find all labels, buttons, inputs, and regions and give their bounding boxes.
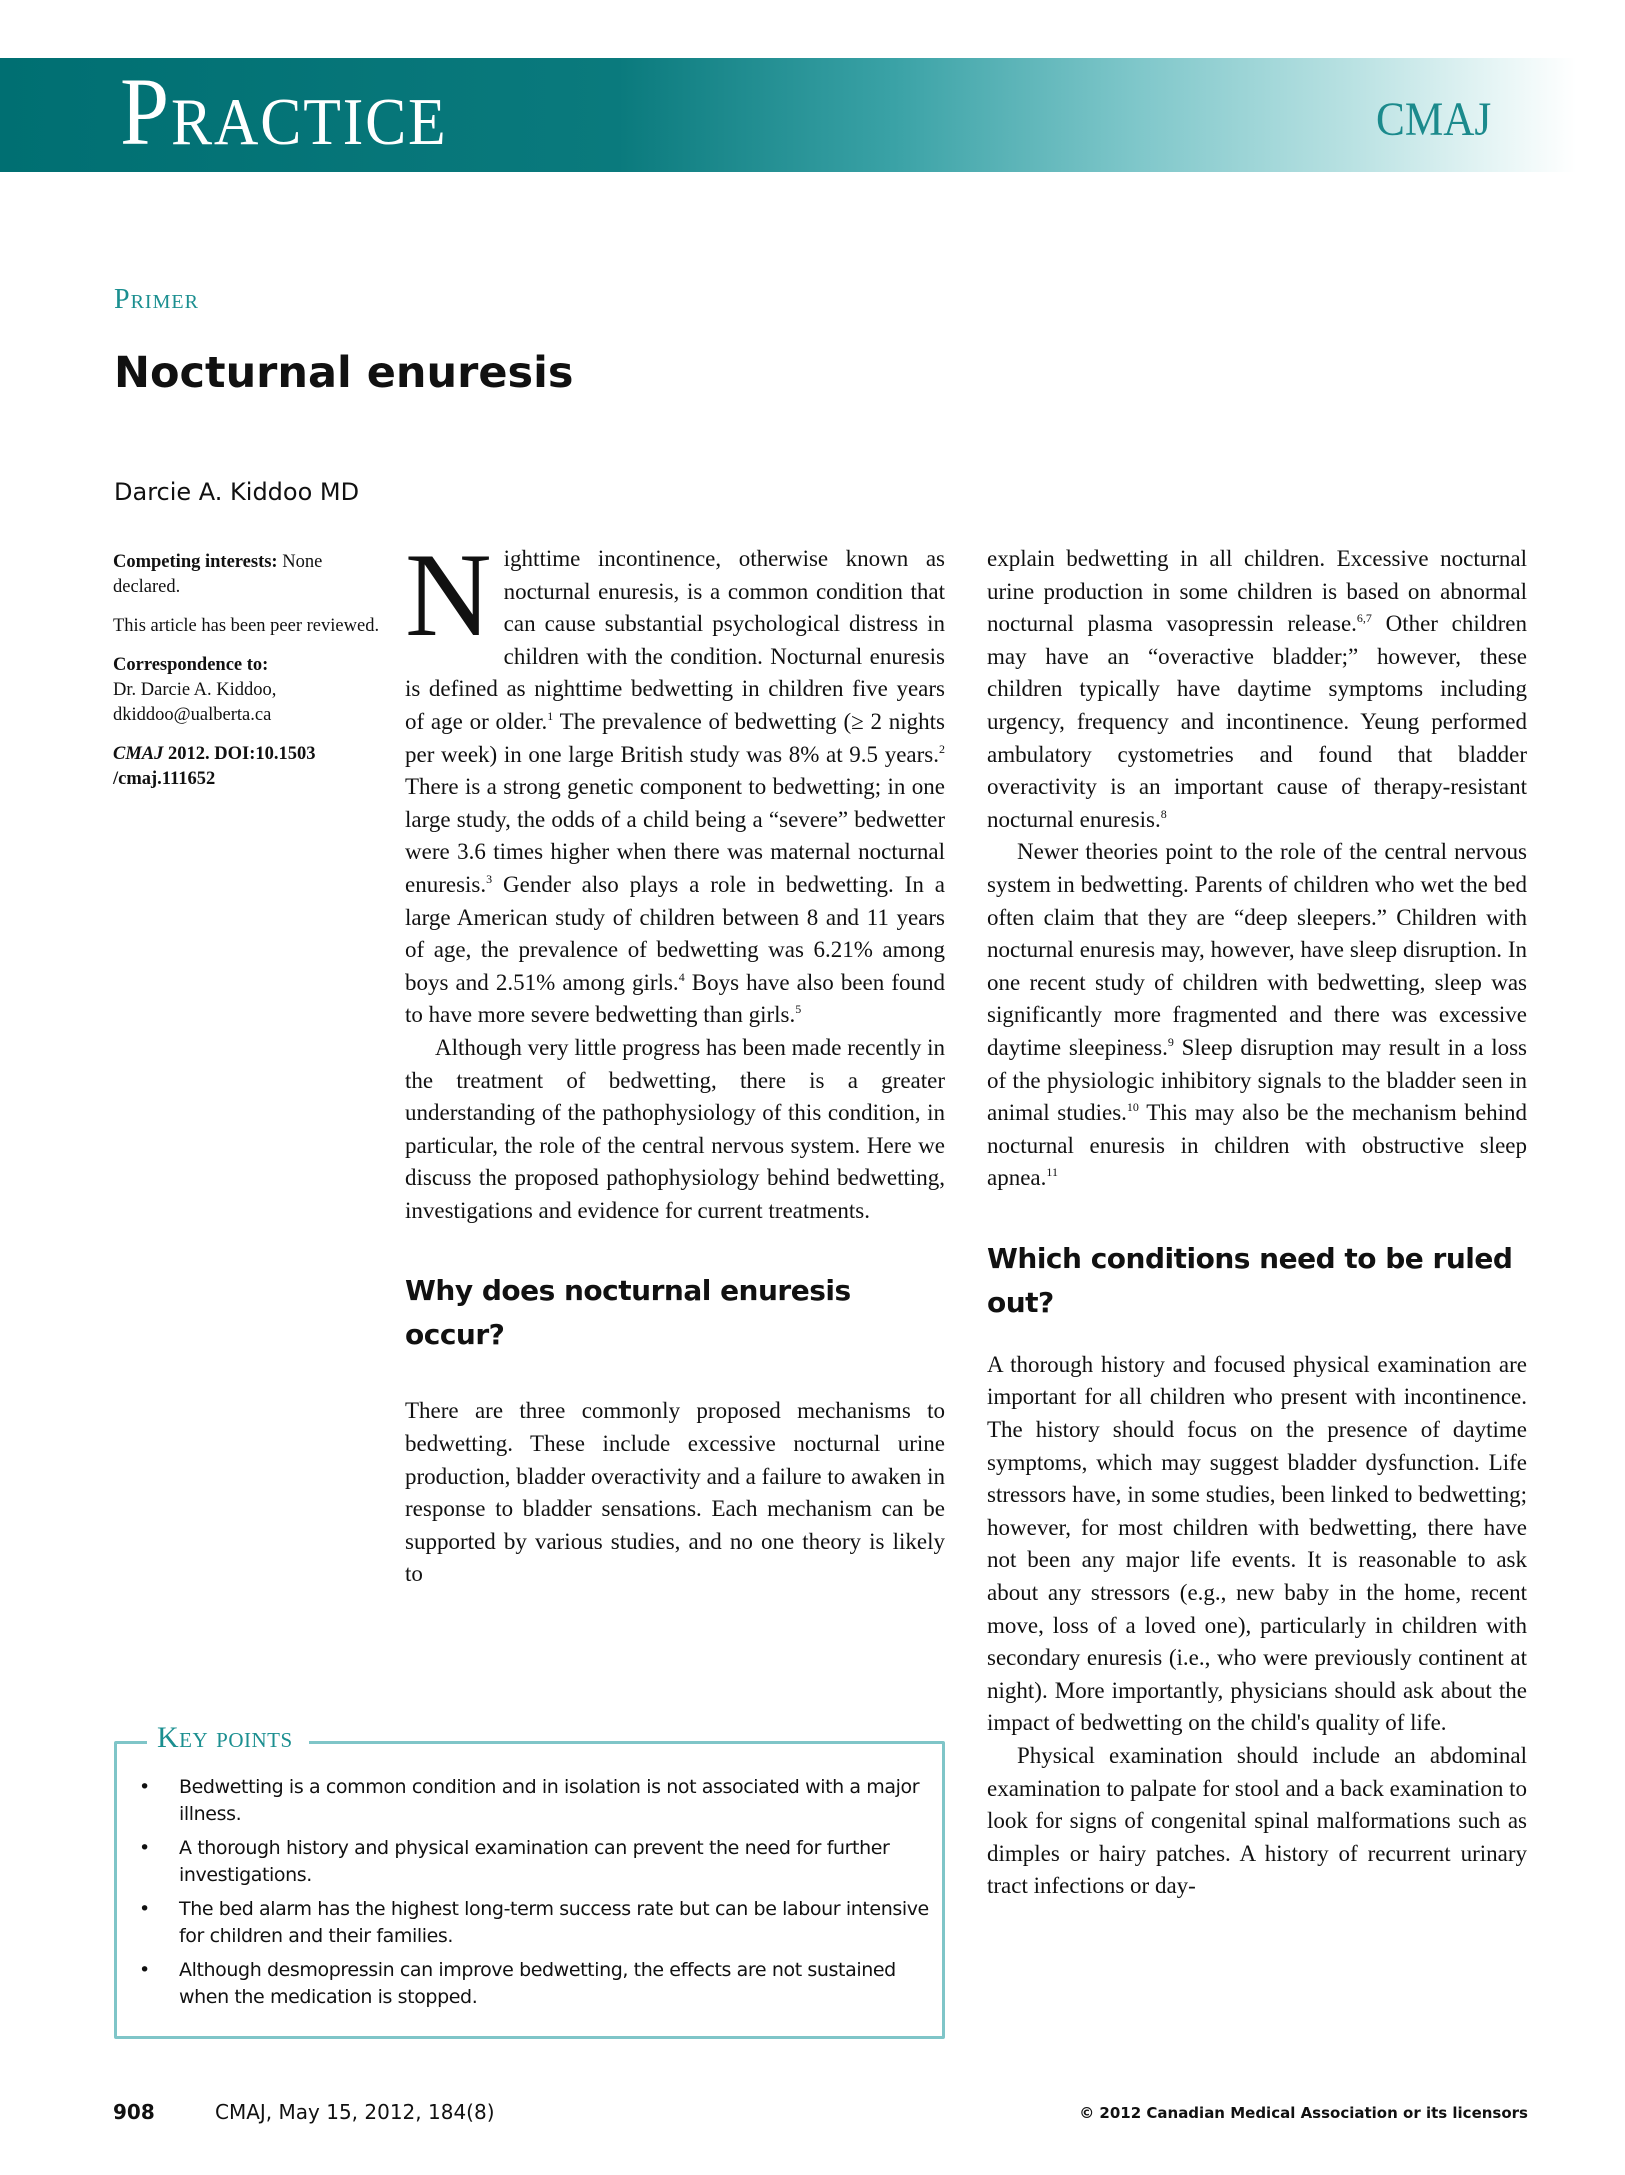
drop-cap: N	[405, 528, 492, 661]
competing-interests	[113, 550, 383, 600]
citation-ref[interactable]: 11	[1046, 1165, 1058, 1180]
competing-interests-value: None declared.	[113, 552, 323, 597]
intro-paragraph-2: Although very little progress has been made recently in the treatment of bedwetting, there is a greater understanding of the pathophysiology of this condition, in particular, the role of the central nervous system. Here we discuss the proposed pathophysiology behind bedwetting, investigations and evidence for current treatments.	[405, 1034, 945, 1223]
citation-ref[interactable]: 9	[1167, 1034, 1174, 1049]
section2-paragraph-2: Physical examination should include an abdominal examination to palpate for stool and a back examination to look for signs of congenital spinal malformations such as dimples or hairy patches. A history of recurrent urinary tract infections or day-	[987, 1743, 1527, 1899]
citation-journal: CMAJ	[113, 744, 164, 764]
citation-ref[interactable]: 4	[678, 969, 685, 984]
bullet-icon: •	[139, 1959, 150, 1981]
correspondence-name: Dr. Darcie A. Kiddoo,	[113, 680, 277, 700]
section-heading-why: Why does nocturnal enuresis occur?	[405, 1274, 851, 1352]
key-point-item: • The bed alarm has the highest long-term success rate but can be labour intensive for children and their families.	[139, 1898, 929, 1947]
bullet-icon: •	[139, 1837, 150, 1859]
banner-title: Practice	[120, 58, 448, 165]
journal-logo: CMAJ	[1376, 93, 1492, 146]
citation-ref[interactable]: 10	[1126, 1100, 1139, 1115]
section1-paragraph-2: Newer theories point to the role of the central nervous system in bedwetting. Parents of children who wet the bed often claim that they are “deep sleepers.” Children with nocturnal enuresis may, however, have sleep disruption. In one recent study of children with bedwetting, sleep was significantly more fragmented and there was excessive daytime sleepiness.$^9$ Sleep disruption may result in a loss of the physiologic inhibitory signals to the bladder seen in animal studies.$^{10}$ This may also be the mechanism behind nocturnal enuresis in children with obstructive sleep apnea.$^{11}$	[987, 839, 1527, 1191]
correspondence-label: Correspondence to:	[113, 655, 269, 675]
bullet-icon: •	[139, 1776, 150, 1798]
citation-doi-text[interactable]: 2012. DOI:10.1503 /cmaj.111652	[113, 744, 316, 789]
page-number: 908	[113, 2100, 155, 2124]
section2-paragraph-1: A thorough history and focused physical examination are important for all children who present with incontinence. The history should focus on the presence of daytime symptoms, which may suggest bladder dysfunction. Life stressors have, in some studies, been linked to bedwetting; however, for most children with bedwetting, there have not been any major life events. It is reasonable to ask about any stressors (e.g., new baby in the home, recent move, loss of a loved one), particularly in children with secondary enuresis (i.e., who were previously continent at night). More importantly, physicians should ask about the impact of bedwetting on the child's quality of life.	[987, 1351, 1527, 1736]
copyright-notice: © 2012 Canadian Medical Association or its licensors	[1079, 2104, 1528, 2122]
peer-review-note: This article has been peer reviewed.	[113, 616, 380, 636]
intro-paragraph-1: Nighttime incontinence, otherwise known as nocturnal enuresis, is a common condition that can cause substantial psychological distress in children with the condition. Nocturnal enuresis is defined as nighttime bedwetting in children five years of age or older.$^1$ The prevalence of bedwetting (≥ 2 nights per week) in one large British study was 8% at 9.5 years.$^2$ There is a strong genetic component to bedwetting; in one large study, the odds of a child being a “severe” bedwetter were 3.6 times higher when there was maternal nocturnal enuresis.$^3$ Gender also plays a role in bedwetting. In a large American study of children between 8 and 11 years of age, the prevalence of bedwetting was 6.21% among boys and 2.51% among girls.$^4$ Boys have also been found to have more severe bedwetting than girls.$^5$	[405, 528, 945, 1028]
citation-ref[interactable]: 2	[939, 741, 945, 756]
citation-ref[interactable]: 8	[1160, 806, 1167, 821]
correspondence-email[interactable]: dkiddoo@ualberta.ca	[113, 705, 272, 725]
section1-paragraph-1-continued: explain bedwetting in all children. Excessive nocturnal urine production in some children is based on abnormal nocturnal plasma vasopressin release.$^{6,7}$ Other children may have an “overactive bladder;” however, these children typically have daytime symptoms including urgency, frequency and incontinence. Yeung performed ambulatory cystometries and found that bladder overactivity is an important cause of therapy-resistant nocturnal enuresis.$^8$	[987, 546, 1527, 832]
article-title: Nocturnal enuresis	[114, 348, 574, 398]
section-heading-rule-out: Which conditions need to be ruled out?	[987, 1241, 1513, 1319]
section1-paragraph-1: There are three commonly proposed mechanisms to bedwetting. These include excessive nocturnal urine production, bladder overactivity and a failure to awaken in response to bladder sensations. Each mechanism can be supported by various studies, and no one theory is likely to	[405, 1398, 945, 1587]
citation-ref[interactable]: 3	[486, 871, 493, 886]
citation-ref[interactable]: 5	[795, 1002, 802, 1017]
journal-issue: CMAJ, May 15, 2012, 184(8)	[215, 2100, 495, 2124]
body-column-1	[405, 528, 945, 1591]
citation-doi	[113, 742, 383, 792]
body-column-2	[987, 543, 1527, 1903]
bullet-icon: •	[139, 1898, 150, 1920]
key-points-box	[114, 1721, 945, 2039]
section-label: Primer	[114, 284, 199, 315]
competing-interests-label: Competing interests:	[113, 552, 278, 572]
citation-ref[interactable]: 6,7	[1356, 611, 1372, 626]
article-sidebar	[113, 550, 383, 806]
correspondence	[113, 653, 383, 728]
key-point-item: • Although desmopressin can improve bedwetting, the effects are not sustained when the medication is stopped.	[139, 1959, 896, 2008]
key-point-item: • Bedwetting is a common condition and in isolation is not associated with a major illness.	[139, 1776, 920, 1825]
author-byline: Darcie A. Kiddoo MD	[114, 478, 360, 506]
key-points-title: Key points	[147, 1718, 309, 1758]
citation-ref[interactable]: 1	[547, 708, 554, 723]
key-points-list	[139, 1774, 929, 2018]
key-point-item: • A thorough history and physical examination can prevent the need for further investigations.	[139, 1837, 890, 1886]
